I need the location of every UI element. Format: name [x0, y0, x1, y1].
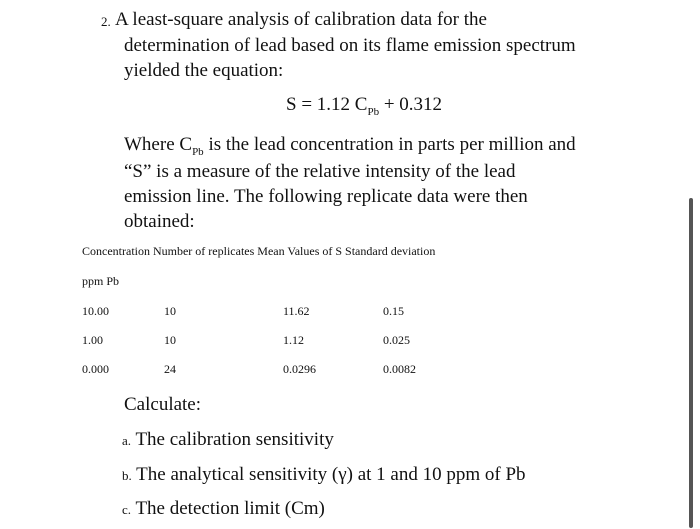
where-line-1-subscript: Pb — [192, 146, 204, 158]
table-unit-label: ppm Pb — [82, 274, 120, 288]
cell-mean: 11.62 — [283, 304, 310, 318]
calculate-item-c — [122, 497, 325, 522]
where-line-2: “S” is a measure of the relative intensity of the lead — [124, 161, 516, 182]
intro-line-3: yielded the equation: — [124, 60, 284, 81]
cell-mean: 0.0296 — [283, 362, 316, 376]
where-line-1-pre: Where C — [124, 134, 193, 155]
item-text: The detection limit (Cm) — [135, 498, 325, 519]
where-line-1-post: is the lead concentration in parts per million and — [203, 134, 576, 155]
equation-lhs: S = 1.12 C — [286, 94, 368, 115]
cell-sd: 0.025 — [383, 333, 410, 347]
cell-replicates: 10 — [164, 304, 176, 318]
intro-line-2: determination of lead based on its flame emission spectrum — [124, 35, 576, 56]
intro-line-1: A least-square analysis of calibration data for the — [115, 9, 487, 30]
cell-sd: 0.0082 — [383, 362, 416, 376]
where-line-3: emission line. The following replicate data were then — [124, 186, 528, 207]
where-line-4: obtained: — [124, 211, 195, 232]
cell-replicates: 10 — [164, 333, 176, 347]
question-number: 2. — [101, 14, 111, 29]
vertical-scrollbar[interactable] — [689, 198, 693, 528]
cell-concentration: 1.00 — [82, 333, 103, 347]
item-marker: c. — [122, 502, 132, 517]
item-marker: a. — [122, 433, 132, 448]
cell-replicates: 24 — [164, 362, 176, 376]
calculate-item-b — [122, 463, 526, 488]
equation-subscript: Pb — [367, 106, 380, 118]
calculate-item-a — [122, 428, 334, 453]
cell-mean: 1.12 — [283, 333, 304, 347]
calibration-equation — [286, 93, 442, 119]
item-marker: b. — [122, 468, 132, 483]
calculate-title: Calculate: — [124, 394, 202, 415]
where-line-1 — [124, 133, 576, 159]
table-header: Concentration Number of replicates Mean Values of S Standard deviation — [82, 244, 436, 258]
cell-concentration: 0.000 — [82, 362, 109, 376]
cell-concentration: 10.00 — [82, 304, 109, 318]
item-text: The calibration sensitivity — [135, 429, 334, 450]
cell-sd: 0.15 — [383, 304, 404, 318]
item-text: The analytical sensitivity (γ) at 1 and 10 ppm of Pb — [136, 464, 526, 485]
equation-rhs: + 0.312 — [379, 94, 443, 115]
